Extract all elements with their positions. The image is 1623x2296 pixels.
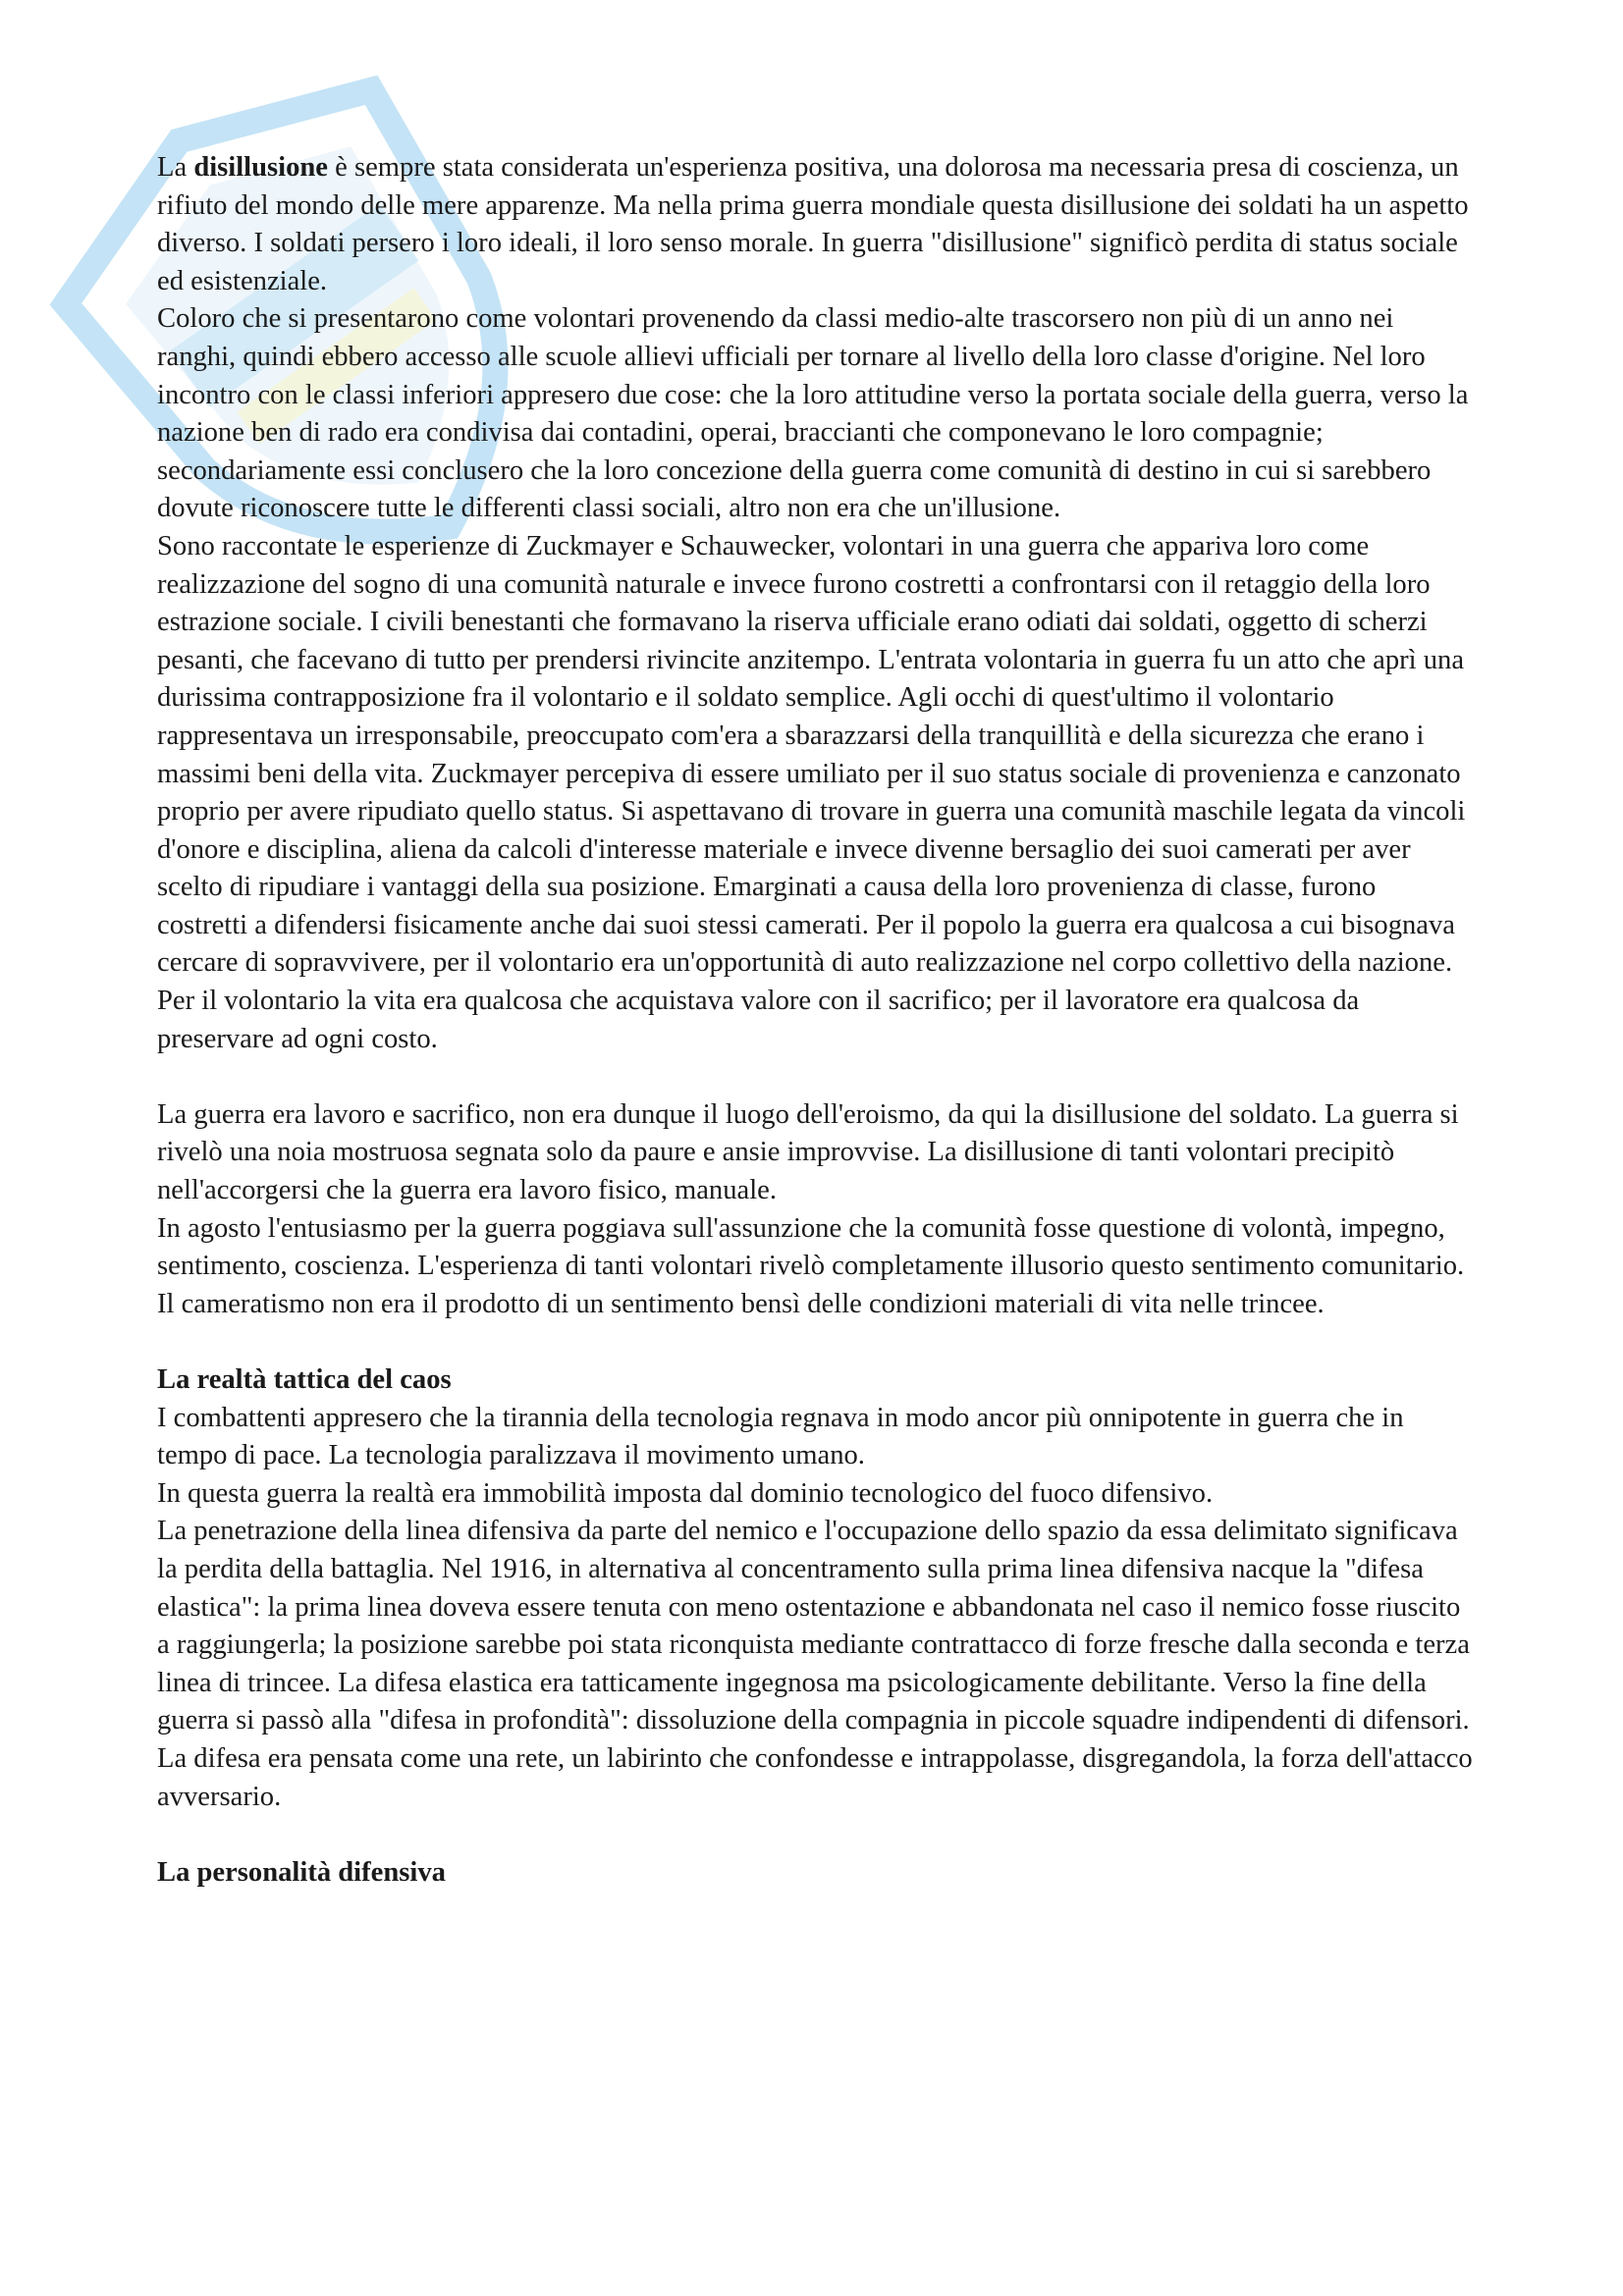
paragraph-lavoro-sacrificio: La guerra era lavoro e sacrifico, non era dunque il luogo dell'eroismo, da qui la disillusione del soldato. La guerra si rivelò una noia mostruosa segnata solo da paure e ansie improvvise. La disillusione di tanti volontari precipitò nell'accorgersi che la guerra era lavoro fisico, manuale.: [157, 1098, 1459, 1206]
section-heading-caos: La realtà tattica del caos: [157, 1364, 452, 1395]
paragraph-intro-lead: La: [157, 152, 194, 183]
paragraph-difesa-elastica: La penetrazione della linea difensiva da parte del nemico e l'occupazione dello spazio da essa delimitato significava la perdita della battaglia. Nel 1916, in alternativa al concentramento sulla prima linea difensiva nacque la "difesa elastica": la prima linea doveva essere tenuta con meno ostentazione e abbandonata nel caso il nemico fosse riuscito a raggiungerla; la posizione sarebbe poi stata riconquista mediante contrattacco di forze fresche dalla seconda e terza linea di trincee. La difesa elastica era tatticamente ingegnosa ma psicologicamente debilitante. Verso la fine della guerra si passò alla "difesa in profondità": dissoluzione della compagnia in piccole squadre indipendenti di difensori. La difesa era pensata come una rete, un labirinto che confondesse e intrappolasse, disgregandola, la forza dell'attacco avversario.: [157, 1516, 1473, 1812]
paragraph-agosto: In agosto l'entusiasmo per la guerra poggiava sull'assunzione che la comunità fosse questione di volontà, impegno, sentimento, coscienza. L'esperienza di tanti volontari rivelò completamente illusorio questo sentimento comunitario. Il cameratismo non era il prodotto di un sentimento bensì delle condizioni materiali di vita nelle trincee.: [157, 1212, 1465, 1319]
paragraph-volontari: Coloro che si presentarono come volontari provenendo da classi medio-alte trascorsero non più di un anno nei ranghi, quindi ebbero accesso alle scuole allievi ufficiali per tornare al livello della loro classe d'origine. Nel loro incontro con le classi inferiori appresero due cose: che la loro attitudine verso la portata sociale della guerra, verso la nazione ben di rado era condivisa dai contadini, operai, braccianti che componevano le loro compagnie; secondariamente essi conclusero che la loro concezione della guerra come comunità di destino in cui si sarebbero dovute riconoscere tutte le differenti classi sociali, altro non era che un'illusione.: [157, 303, 1469, 524]
paragraph-tecnologia: I combattenti appresero che la tirannia della tecnologia regnava in modo ancor più onnipotente in guerra che in tempo di pace. La tecnologia paralizzava il movimento umano.: [157, 1402, 1404, 1471]
spacer: [157, 1323, 1473, 1362]
paragraph-intro: [157, 149, 1473, 300]
spacer: [157, 1058, 1473, 1096]
paragraph-zuckmayer: Sono raccontate le esperienze di Zuckmayer e Schauwecker, volontari in una guerra che appariva loro come realizzazione del sogno di una comunità naturale e invece furono costretti a confrontarsi con il retaggio della loro estrazione sociale. I civili benestanti che formavano la riserva ufficiale erano odiati dai soldati, oggetto di scherzi pesanti, che facevano di tutto per prendersi rivincite anzitempo. L'entrata volontaria in guerra fu un atto che aprì una durissima contrapposizione fra il volontario e il soldato semplice. Agli occhi di quest'ultimo il volontario rappresentava un irresponsabile, preoccupato com'era a sbarazzarsi della tranquillità e della sicurezza che erano i massimi beni della vita. Zuckmayer percepiva di essere umiliato per il suo status sociale di provenienza e canzonato proprio per avere ripudiato quello status. Si aspettavano di trovare in guerra una comunità maschile legata da vincoli d'onore e disciplina, aliena da calcoli d'interesse materiale e invece divenne bersaglio dei suoi camerati per aver scelto di ripudiare i vantaggi della sua posizione. Emarginati a causa della loro provenienza di classe, furono costretti a difendersi fisicamente anche dai suoi stessi camerati. Per il popolo la guerra era qualcosa a cui bisognava cercare di sopravvivere, per il volontario era un'opportunità di auto realizzazione nel corpo collettivo della nazione. Per il volontario la vita era qualcosa che acquistava valore con il sacrifico; per il lavoratore era qualcosa da preservare ad ogni costo.: [157, 530, 1466, 1054]
term-disillusione: disillusione: [193, 152, 328, 183]
paragraph-immobilita: In questa guerra la realtà era immobilità imposta dal dominio tecnologico del fuoco difensivo.: [157, 1477, 1214, 1509]
paragraph-intro-rest: è sempre stata considerata un'esperienza positiva, una dolorosa ma necessaria presa di coscienza, un rifiuto del mondo delle mere apparenze. Ma nella prima guerra mondiale questa disillusione dei soldati ha un aspetto diverso. I soldati persero i loro ideali, il loro senso morale. In guerra "disillusione" significò perdita di status sociale ed esistenziale.: [157, 152, 1469, 296]
document-page: [157, 149, 1473, 1892]
section-heading-personalita: La personalità difensiva: [157, 1856, 446, 1888]
spacer: [157, 1816, 1473, 1854]
